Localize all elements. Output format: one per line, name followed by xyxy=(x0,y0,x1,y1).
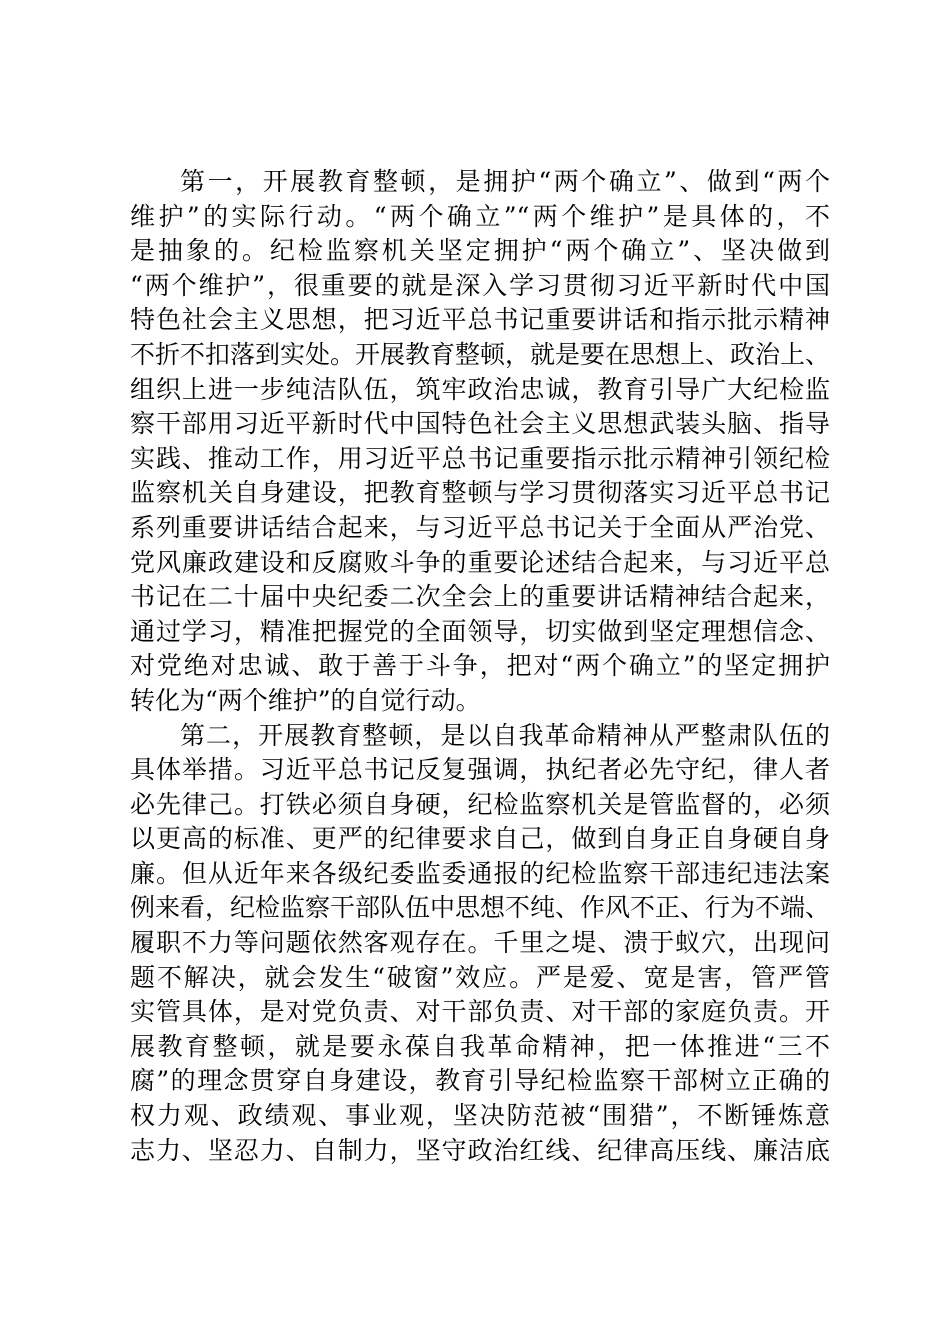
text-line: 廉。但从近年来各级纪委监委通报的纪检监察干部违纪违法案 xyxy=(130,858,830,888)
text-line: 是抽象的。纪检监察机关坚定拥护“两个确立”、坚决做到 xyxy=(130,236,830,266)
text-line: 不折不扣落到实处。开展教育整顿，就是要在思想上、政治上、 xyxy=(130,339,830,369)
text-line: 通过学习，精准把握党的全面领导，切实做到坚定理想信念、 xyxy=(130,616,830,646)
text-line: 腐”的理念贯穿自身建设，教育引导纪检监察干部树立正确的 xyxy=(130,1066,830,1096)
text-line: 系列重要讲话结合起来，与习近平总书记关于全面从严治党、 xyxy=(130,512,830,542)
text-line: 权力观、政绩观、事业观，坚决防范被“围猎”，不断锤炼意 xyxy=(130,1101,830,1131)
paragraph-2 xyxy=(130,719,830,1169)
document-body xyxy=(130,165,830,1168)
text-line: 实践、推动工作，用习近平总书记重要指示批示精神引领纪检 xyxy=(130,443,830,473)
text-line: 必先律己。打铁必须自身硬，纪检监察机关是管监督的，必须 xyxy=(130,789,830,819)
text-line: 转化为“两个维护”的自觉行动。 xyxy=(130,685,481,715)
text-line: 实管具体，是对党负责、对干部负责、对干部的家庭负责。开 xyxy=(130,997,830,1027)
text-line: 组织上进一步纯洁队伍，筑牢政治忠诚，教育引导广大纪检监 xyxy=(130,374,830,404)
text-line: 题不解决，就会发生“破窗”效应。严是爱、宽是害，管严管 xyxy=(130,962,830,992)
text-line: 对党绝对忠诚、敢于善于斗争，把对“两个确立”的坚定拥护 xyxy=(130,651,830,681)
text-line: 监察机关自身建设，把教育整顿与学习贯彻落实习近平总书记 xyxy=(130,478,830,508)
text-line: “两个维护”，很重要的就是深入学习贯彻习近平新时代中国 xyxy=(130,270,830,300)
text-line: 例来看，纪检监察干部队伍中思想不纯、作风不正、行为不端、 xyxy=(130,893,830,923)
text-line: 展教育整顿，就是要永葆自我革命精神，把一体推进“三不 xyxy=(130,1031,830,1061)
text-line: 察干部用习近平新时代中国特色社会主义思想武装头脑、指导 xyxy=(130,409,830,439)
text-line: 特色社会主义思想，把习近平总书记重要讲话和指示批示精神 xyxy=(130,305,830,335)
text-line: 履职不力等问题依然客观存在。千里之堤、溃于蚁穴，出现问 xyxy=(130,928,830,958)
text-line: 第一，开展教育整顿，是拥护“两个确立”、做到“两个 xyxy=(180,167,830,196)
text-line: 维护”的实际行动。“两个确立”“两个维护”是具体的，不 xyxy=(130,201,830,231)
text-line: 党风廉政建设和反腐败斗争的重要论述结合起来，与习近平总 xyxy=(130,547,830,577)
text-line: 书记在二十届中央纪委二次全会上的重要讲话精神结合起来， xyxy=(130,582,830,612)
text-line: 第二，开展教育整顿，是以自我革命精神从严整肃队伍的 xyxy=(180,720,830,750)
text-line: 志力、坚忍力、自制力，坚守政治红线、纪律高压线、廉洁底 xyxy=(130,1135,830,1165)
paragraph-1 xyxy=(130,165,830,719)
text-line: 具体举措。习近平总书记反复强调，执纪者必先守纪，律人者 xyxy=(130,755,830,785)
text-line: 以更高的标准、更严的纪律要求自己，做到自身正自身硬自身 xyxy=(130,824,830,854)
